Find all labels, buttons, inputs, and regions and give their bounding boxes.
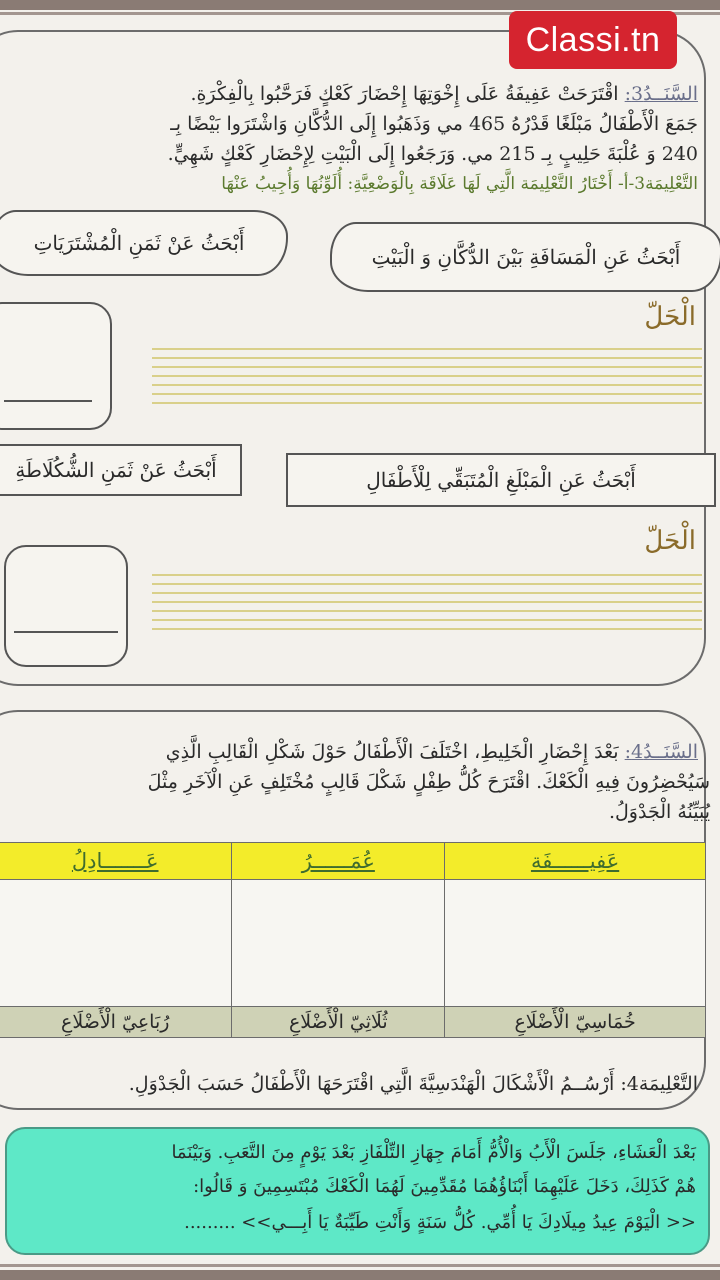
sanad3-line1 xyxy=(18,80,698,108)
top-frame-border xyxy=(0,0,720,10)
ruled-lines-1[interactable] xyxy=(152,348,702,428)
footer-pentagon: خُمَاسِيّ الْأَضْلَاعِ xyxy=(445,1007,706,1038)
instruction3: التَّعْلِيمَة3-أ- أَخْتَارُ التَّعْلِيمَة الَّتِي لَهَا عَلَاقَة بِالْوَضْعِيَّةِ: أُلَوِّنُهَا وَأُجِيبُ عَنْهَا xyxy=(221,174,698,194)
answer-box-1[interactable] xyxy=(0,302,112,430)
footer-quadrilateral: رُبَاعِيّ الْأَضْلَاعِ xyxy=(0,1007,232,1038)
bottom-frame-border xyxy=(0,1270,720,1280)
instruction4: التَّعْلِيمَة4: أَرْسُــمُ الْأَشْكَالَ الْهَنْدَسِيَّةَ الَّتِي اقْتَرَحَهَا الْأَطْفَالُ حَسَبَ الْجَدْوَلِ. xyxy=(128,1073,698,1095)
draw-cell-omar[interactable] xyxy=(232,880,445,1007)
solution-label-2: الْحَلّ xyxy=(644,526,696,556)
solution-label-1: الْحَلّ xyxy=(644,302,696,332)
option-chocolate-price[interactable]: أَبْحَثُ عَنْ ثَمَنِ الشُّكُلَاطَةِ xyxy=(0,444,242,496)
option-purchases-price[interactable]: أَبْحَثُ عَنْ ثَمَنِ الْمُشْتَرَيَاتِ xyxy=(0,210,288,276)
classi-logo[interactable]: Classi.tn xyxy=(509,11,677,69)
answer-line-1 xyxy=(4,400,92,402)
sanad3-line2: جَمَعَ الْأَطْفَالُ مَبْلَغًا قَدْرُهُ 465 مي وَذَهَبُوا إِلَى الدُّكَّانِ وَاشْتَرَوا بَيْضًا بِـ xyxy=(170,113,698,135)
sanad3-line3: 240 وَ عُلْبَةَ حَلِيبٍ بِـ 215 مي. وَرَجَعُوا إِلَى الْبَيْتِ لِإِحْضَارِ كَعْكٍ شَهِيٍّ. xyxy=(167,143,698,165)
story-box xyxy=(5,1127,710,1255)
table-footer-row xyxy=(0,1007,706,1038)
table-header-row xyxy=(0,843,706,880)
answer-line-2 xyxy=(14,631,118,633)
header-omar: عُمَــــــرُ xyxy=(232,843,445,880)
story-line2: هُمْ كَذَلِكَ، دَخَلَ عَلَيْهِمَا أَبْنَاؤُهُمَا مُقَدِّمِينَ لَهُمَا الْكَعْكَ مُبْتَسِمِينَ وَ قَالُوا: xyxy=(193,1176,696,1197)
story-line1: بَعْدَ الْعَشَاءِ، جَلَسَ الْأَبُ وَالْأُمُّ أَمَامَ جِهَازِ التِّلْفَازِ بَعْدَ يَوْمٍ مِنَ التَّعَبِ. وَبَيْنَمَا xyxy=(171,1142,696,1163)
draw-cell-afifa[interactable] xyxy=(445,880,706,1007)
sanad4-label: السَّنَــدُ4: xyxy=(624,741,698,763)
table-drawing-row xyxy=(0,880,706,1007)
story-line3: << الْيَوْمَ عِيدُ مِيلَادِكَ يَا أُمِّي. كُلُّ سَنَةٍ وَأَنْتِ طَيِّبَةٌ يَا أَبِـــي>> ......... xyxy=(184,1212,696,1233)
option-distance-shop-home[interactable]: أَبْحَثُ عَنِ الْمَسَافَةِ بَيْنَ الدُّكَّانِ وَ الْبَيْتِ xyxy=(330,222,720,292)
header-afifa: عَفِيــــــفَة xyxy=(445,843,706,880)
bottom-frame-border-inner xyxy=(0,1264,720,1267)
draw-cell-adel[interactable] xyxy=(0,880,232,1007)
sanad4-line2: سَيُحْضِرُونَ فِيهِ الْكَعْكَ. اقْتَرَحَ كُلُّ طِفْلٍ شَكْلَ قَالِبٍ مُخْتَلِفٍ عَنِ الْآخَرِ مِثْلَ xyxy=(147,771,710,793)
sanad4-line1 xyxy=(8,738,698,766)
answer-box-2[interactable] xyxy=(4,545,128,667)
sanad4-text1: بَعْدَ إِحْضَارِ الْخَلِيطِ، اخْتَلَفَ الْأَطْفَالُ حَوْلَ شَكْلِ الْقَالِبِ الَّذِي xyxy=(165,741,619,763)
ruled-lines-2[interactable] xyxy=(152,574,702,646)
option-remaining-amount[interactable]: أَبْحَثُ عَنِ الْمَبْلَغِ الْمُتَبَقِّي لِلْأَطْفَالِ xyxy=(286,453,716,507)
sanad3-label: السَّنَــدُ3: xyxy=(624,83,698,105)
footer-triangle: ثُلَاثِيّ الْأَضْلَاعِ xyxy=(232,1007,445,1038)
shapes-table xyxy=(0,842,706,1038)
sanad4-line3: يُبَيِّنُهُ الْجَدْوَلُ. xyxy=(608,801,710,823)
sanad3-text1: اقْتَرَحَتْ عَفِيفَةُ عَلَى إِخْوَتِهَا إِحْضَارَ كَعْكٍ فَرَحَّبُوا بِالْفِكْرَةِ. xyxy=(190,83,619,105)
header-adel: عَـــــــادِلُ xyxy=(0,843,232,880)
